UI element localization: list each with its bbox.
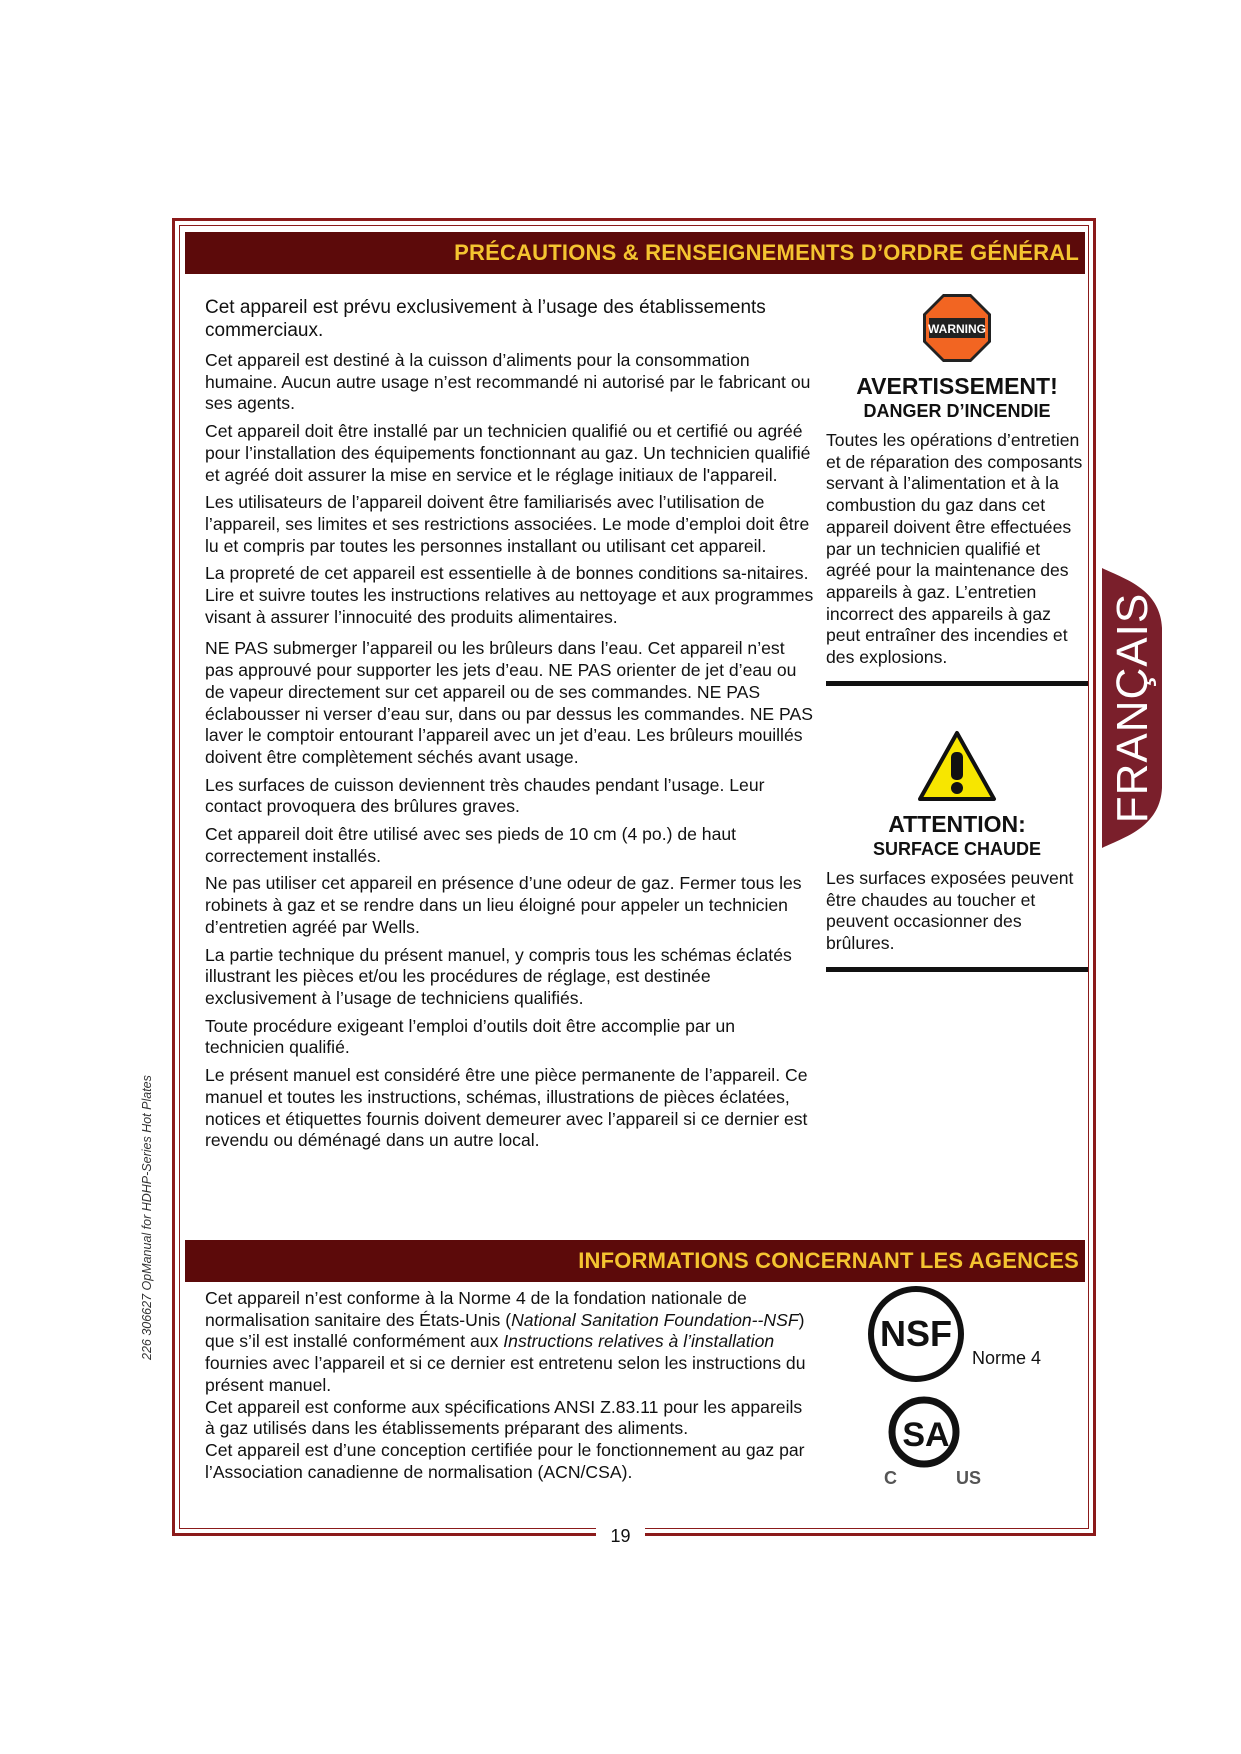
- warning-block: [826, 292, 1088, 686]
- paragraph: Cet appareil doit être installé par un technicien qualifié ou et certifié ou agréé pour l’installation des équipements fonctionnant au gaz. Un technicien qualifié et agréé doit assurer la mise en service et le réglage initiaux de l'appareil.: [205, 421, 811, 485]
- paragraph: Cet appareil est prévu exclusivement à l’usage des établissements commerciaux.: [205, 297, 766, 341]
- csa-us-mark: US: [956, 1468, 982, 1488]
- stop-warning-icon: [921, 292, 993, 364]
- attention-title: ATTENTION:: [888, 811, 1026, 837]
- paragraph: Cet appareil n’est conforme à la Norme 4 de la fondation nationale de normalisation sanitaire des États-Unis (National Sanitation Foundation--NSF) que s’il est installé conformément aux Instructions relatives à l’installation fournies avec l’appareil et si ce dernier est entretenu selon les instructions du présent manuel.: [205, 1288, 806, 1395]
- paragraph: Cet appareil est destiné à la cuisson d’aliments pour la consommation humaine. Aucun autre usage n’est recommandé ni autorisé par le fabricant ou ses agents.: [205, 350, 811, 414]
- paragraph: La propreté de cet appareil est essentielle à de bonnes conditions sa-nitaires. Lire et suivre toutes les instructions relatives au nettoyage et aux programmes visant à assurer l’innocuité des produits alimentaires.: [205, 563, 814, 627]
- paragraph: Toute procédure exigeant l’emploi d’outils doit être accomplie par un technicien qualifié.: [205, 1015, 736, 1058]
- general-precautions-banner: PRÉCAUTIONS & RENSEIGNEMENTS D’ORDRE GÉNÉRAL: [185, 232, 1085, 274]
- csa-c-mark: C: [884, 1468, 897, 1488]
- certification-logos: [866, 1284, 1086, 1514]
- warning-text: Toutes les opérations d’entretien et de réparation des composants servant à l’alimentation et à la combustion du gaz dans cet appareil doivent être effectuées par un technicien qualifié et agréé pour la maintenance des appareils à gaz. L’entretien incorrect des appareils à gaz peut entraîner des incendies et des explosions.: [826, 430, 1083, 668]
- page-number: 19: [0, 1526, 1241, 1547]
- attention-block: [826, 730, 1088, 972]
- paragraph: NE PAS submerger l’appareil ou les brûleurs dans l’eau. Cet appareil n’est pas approuvé pour supporter les jets d’eau. NE PAS orienter de jet d’eau ou de vapeur directement sur cet appareil ou de ses commandes. NE PAS éclabousser ni verser d’eau sur, dans ou par dessus les commandes. NE PAS laver le comptoir entourant l’appareil avec un jet d’eau. Les brûleurs mouillés doivent être complètement séchés avant usage.: [205, 638, 813, 767]
- paragraph: Ne pas utiliser cet appareil en présence d’une odeur de gaz. Fermer tous les robinets à gaz et se rendre dans un lieu éloigné pour appeler un technicien d’entretien agréé par Wells.: [205, 873, 802, 937]
- paragraph: Le présent manuel est considéré être une pièce permanente de l’appareil. Ce manuel et toutes les instructions, schémas, illustrations de pièces éclatées, notices et étiquettes fournis doivent demeurer avec l’appareil si ce dernier est revendu ou déménagé dans un autre local.: [205, 1065, 808, 1151]
- paragraph: Les surfaces de cuisson deviennent très chaudes pendant l’usage. Leur contact provoquera des brûlures graves.: [205, 774, 765, 817]
- manual-side-label: 226 306627 OpManual for HDHP-Series Hot Plates: [140, 1075, 154, 1360]
- csa-logo-text: SA: [902, 1416, 950, 1454]
- warning-title: AVERTISSEMENT!: [856, 373, 1058, 399]
- attention-text: Les surfaces exposées peuvent être chaudes au toucher et peuvent occasionner des brûlures.: [826, 868, 1074, 954]
- warning-subtitle: DANGER D’INCENDIE: [863, 401, 1051, 421]
- norme-label: Norme 4: [972, 1348, 1042, 1368]
- nsf-logo-text: NSF: [880, 1313, 952, 1354]
- language-tab-label-wrap: [1104, 570, 1162, 846]
- warning-sign-label: WARNING: [928, 322, 986, 336]
- paragraph: La partie technique du présent manuel, y compris tous les schémas éclatés illustrant les pièces et/ou les procédures de réglage, est destinée exclusivement à l’usage de techniciens qualifiés.: [205, 944, 792, 1008]
- caution-triangle-icon: [917, 730, 997, 802]
- agency-info-banner: INFORMATIONS CONCERNANT LES AGENCES: [185, 1240, 1085, 1282]
- paragraph: Cet appareil est conforme aux spécifications ANSI Z.83.11 pour les appareils à gaz utilisés dans les établissements préparant des aliments.: [205, 1396, 803, 1439]
- general-precautions-text: [205, 296, 815, 1158]
- divider: [826, 967, 1088, 972]
- divider: [826, 681, 1088, 686]
- attention-subtitle: SURFACE CHAUDE: [872, 839, 1041, 859]
- nsf-logo: [866, 1284, 966, 1384]
- csa-logo: [874, 1392, 994, 1492]
- paragraph: Cet appareil est d’une conception certifiée pour le fonctionnement au gaz par l’Association canadienne de normalisation (ACN/CSA).: [205, 1439, 805, 1482]
- language-tab-label: FRANÇAIS: [1108, 592, 1158, 824]
- paragraph: Cet appareil doit être utilisé avec ses pieds de 10 cm (4 po.) de haut correctement installés.: [205, 824, 737, 866]
- paragraph: Les utilisateurs de l’appareil doivent être familiarisés avec l’utilisation de l’appareil, ses limites et ses restrictions associées. Le mode d’emploi doit être lu et compris par toutes les personnes installant ou utilisant cet appareil.: [205, 492, 810, 556]
- agency-info-text: [205, 1288, 815, 1483]
